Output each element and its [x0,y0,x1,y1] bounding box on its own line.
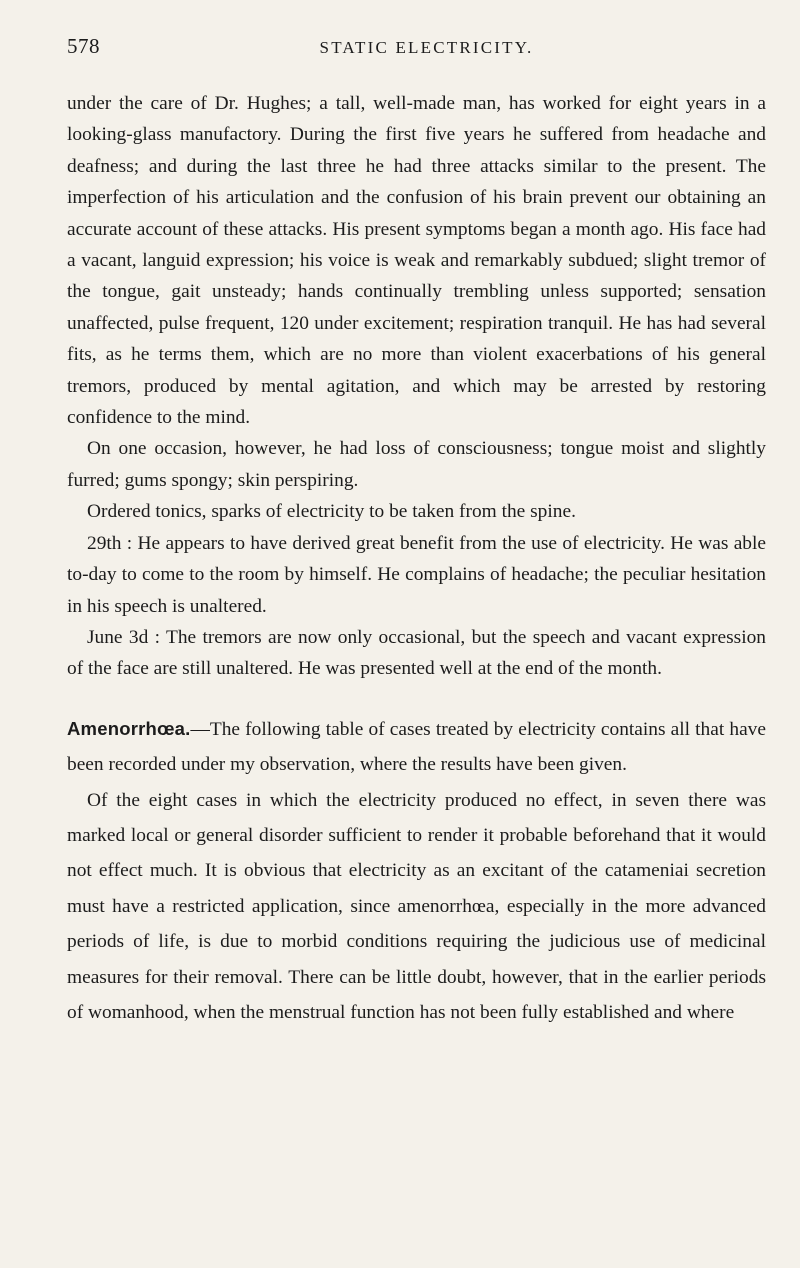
section-paragraph [67,711,766,783]
case-paragraph: On one occasion, however, he had loss of consciousness; tongue moist and slightly furred; gums spongy; skin perspiring. [67,438,766,491]
running-title: STATIC ELECTRICITY. [319,38,534,57]
section-heading: Amenorrhœa. [67,717,191,739]
case-paragraph: under the care of Dr. Hughes; a tall, well-made man, has worked for eight years in a looking-glass manufactory. During the first five years he suffered from headache and deafness; and during the last three he had three attacks similar to the present. The imperfection of his articulation and the confusion of his brain prevent our obtaining an accurate account of these attacks. His present symptoms began a month ago. His face had a vacant, languid expression; his voice is weak and remarkably subdued; slight tremor of the tongue, gait unsteady; hands continually trembling unless supported; sensation unaffected, pulse frequent, 120 under excitement; respiration tranquil. He has had several fits, as he terms them, which are no more than violent exacerbations of his general tremors, produced by mental agitation, and which may be arrested by restoring confidence to the mind. [67,93,766,429]
case-paragraph: June 3d : The tremors are now only occasional, but the speech and vacant expression of the face are still unaltered. He was presented well at the end of the month. [67,626,766,680]
case-paragraph: Ordered tonics, sparks of electricity to be taken from the spine. [87,501,576,523]
case-paragraph: 29th : He appears to have derived great benefit from the use of electricity. He was able to-day to come to the room by himself. He complains of headache; the peculiar hesitation in his speech is unaltered. [67,532,766,617]
running-head [67,30,766,66]
section-intro-text: —The following table of cases treated by electricity contains all that have been recorded under my observation, where the results have been given. [67,718,766,776]
section-paragraph: Of the eight cases in which the electricity produced no effect, in seven there was marked local or general disorder sufficient to render it probable beforehand that it would not effect much. It is obvious that electricity as an excitant of the catameniai secretion must have a restricted application, since amenorrhœa, especially in the more advanced periods of life, is due to morbid conditions requiring the judicious use of medicinal measures for their removal. There can be little doubt, however, that in the earlier periods of womanhood, when the menstrual function has not been fully established and where [67,789,766,1023]
page-number: 578 [67,34,100,58]
